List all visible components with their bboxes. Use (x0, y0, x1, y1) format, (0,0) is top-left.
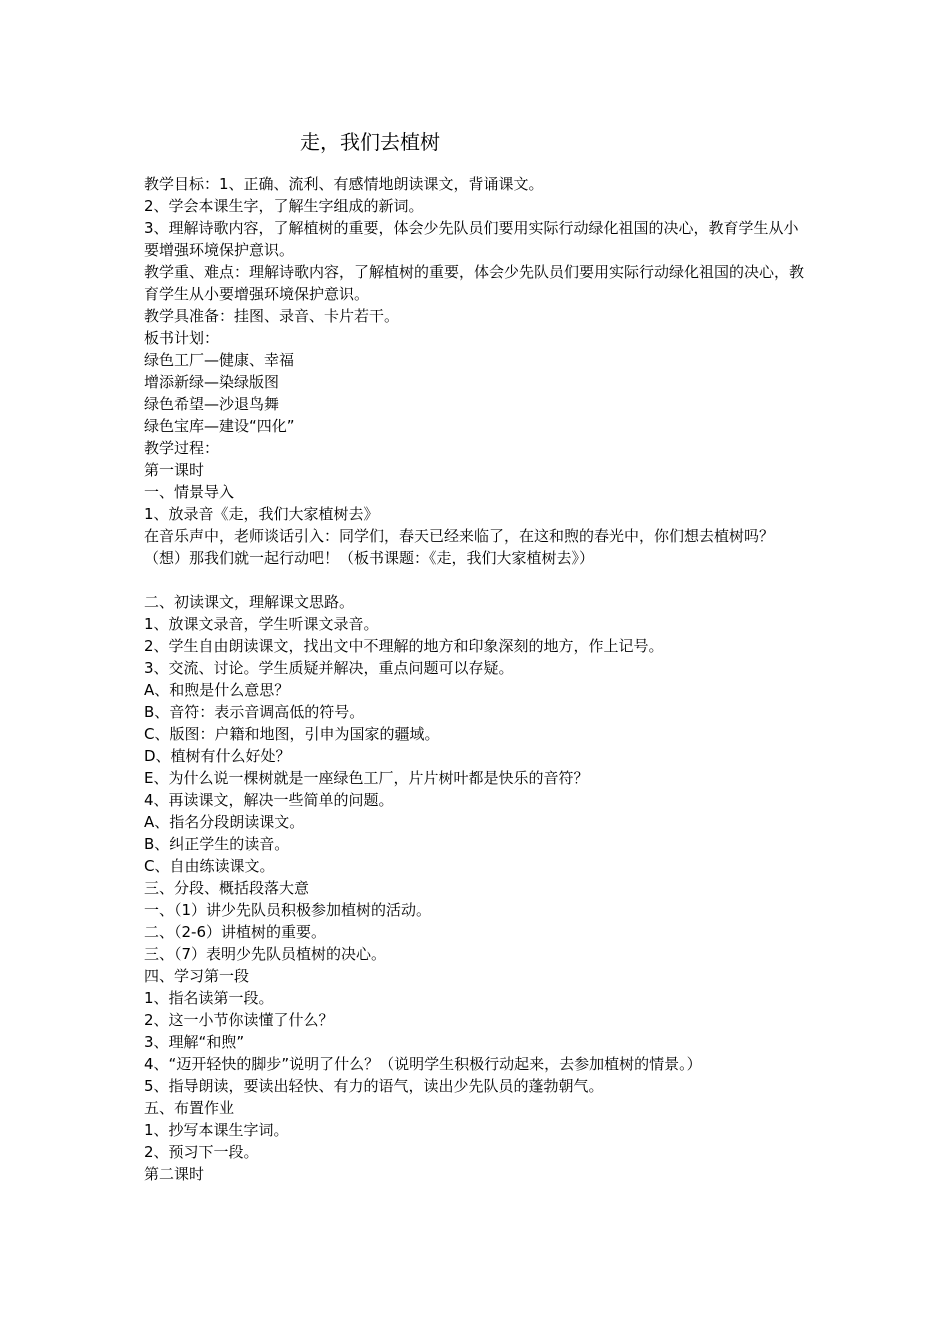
section-2-item-c: C、版图：户籍和地图，引申为国家的疆域。 (144, 725, 440, 743)
teaching-goal-3: 3、理解诗歌内容，了解植树的重要，体会少先队员们要用实际行动绿化祖国的决心，教育学生从小要增强环境保护意识。 (144, 219, 799, 259)
section-4-item-4: 4、“迈开轻快的脚步”说明了什么？（说明学生积极行动起来，去参加植树的情景。） (144, 1055, 702, 1073)
teaching-goal-2: 2、学会本课生字，了解生字组成的新词。 (144, 197, 424, 215)
section-1-item-1: 1、放录音《走，我们大家植树去》 (144, 505, 379, 523)
board-plan-heading: 板书计划： (144, 329, 220, 347)
board-plan-line-3: 绿色希望—沙退鸟舞 (144, 395, 280, 413)
board-plan-line-1: 绿色工厂—健康、幸福 (144, 351, 295, 369)
section-3-item-1: 一、（1）讲少先队员积极参加植树的活动。 (144, 901, 432, 919)
document-title: 走，我们去植树 (300, 130, 440, 154)
section-4-item-5: 5、指导朗读，要读出轻快、有力的语气，读出少先队员的蓬勃朝气。 (144, 1077, 604, 1095)
section-1-heading: 一、情景导入 (144, 483, 235, 501)
lesson-1-heading: 第一课时 (144, 461, 205, 479)
section-2-item-2: 2、学生自由朗读课文，找出文中不理解的地方和印象深刻的地方，作上记号。 (144, 637, 664, 655)
section-2-item-4: 4、再读课文，解决一些简单的问题。 (144, 791, 394, 809)
teaching-materials: 教学具准备：挂图、录音、卡片若干。 (144, 307, 400, 325)
lesson-2-heading: 第二课时 (144, 1165, 205, 1183)
section-2-item-1: 1、放课文录音，学生听课文录音。 (144, 615, 379, 633)
blank-line (144, 569, 806, 591)
section-2-item-d: D、植树有什么好处？ (144, 747, 291, 765)
section-2-item-b: B、音符：表示音调高低的符号。 (144, 703, 365, 721)
section-3-item-2: 二、（2-6）讲植树的重要。 (144, 923, 327, 941)
section-2-item-e: E、为什么说一棵树就是一座绿色工厂，片片树叶都是快乐的音符？ (144, 769, 589, 787)
section-3-item-3: 三、（7）表明少先队员植树的决心。 (144, 945, 387, 963)
section-5-item-1: 1、抄写本课生字词。 (144, 1121, 289, 1139)
section-5-item-2: 2、预习下一段。 (144, 1143, 259, 1161)
document-body (144, 173, 806, 1185)
section-2-item-4c: C、自由练读课文。 (144, 857, 275, 875)
section-4-item-2: 2、这一小节你读懂了什么？ (144, 1011, 334, 1029)
section-3-heading: 三、分段、概括段落大意 (144, 879, 310, 897)
section-2-heading: 二、初读课文，理解课文思路。 (144, 593, 355, 611)
board-plan-line-2: 增添新绿—染绿版图 (144, 373, 280, 391)
section-4-item-1: 1、指名读第一段。 (144, 989, 274, 1007)
section-2-item-4a: A、指名分段朗读课文。 (144, 813, 305, 831)
section-1-intro-paragraph: 在音乐声中，老师谈话引入：同学们，春天已经来临了，在这和煦的春光中，你们想去植树吗？（想）那我们就一起行动吧！（板书课题：《走，我们大家植树去》） (144, 527, 775, 567)
section-4-heading: 四、学习第一段 (144, 967, 250, 985)
section-2-item-4b: B、纠正学生的读音。 (144, 835, 290, 853)
section-2-item-3: 3、交流、讨论。学生质疑并解决，重点问题可以存疑。 (144, 659, 514, 677)
section-4-item-3: 3、理解“和煦” (144, 1033, 245, 1051)
teaching-process-heading: 教学过程： (144, 439, 220, 457)
key-difficult-points: 教学重、难点：理解诗歌内容，了解植树的重要，体会少先队员们要用实际行动绿化祖国的决心，教育学生从小要增强环境保护意识。 (144, 263, 805, 303)
teaching-goal-1: 教学目标：1、正确、流利、有感情地朗读课文，背诵课文。 (144, 175, 544, 193)
section-5-heading: 五、布置作业 (144, 1099, 235, 1117)
section-2-item-a: A、和煦是什么意思？ (144, 681, 290, 699)
board-plan-line-4: 绿色宝库—建设“四化” (144, 417, 295, 435)
